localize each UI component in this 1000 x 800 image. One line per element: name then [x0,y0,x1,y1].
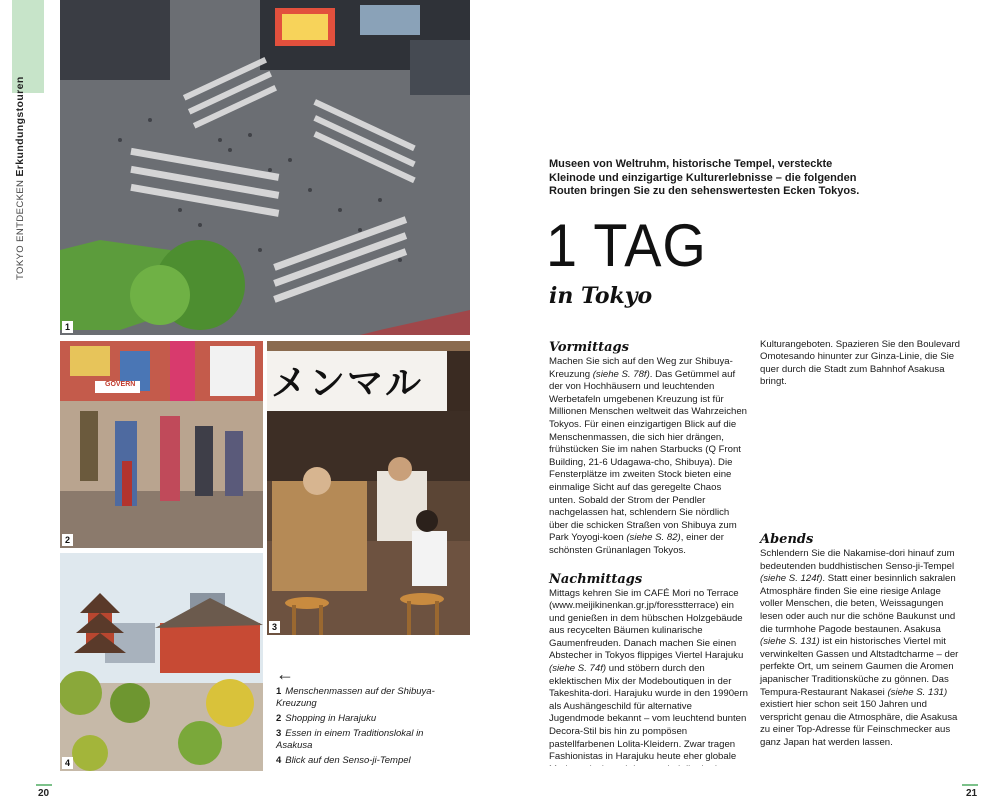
caption-item: 1 Menschenmassen auf der Shibuya-Kreuzung [276,686,435,709]
caption-item: 3 Essen in einem Traditionslokal in Asakusa [276,728,424,751]
section-heading-evening: Abends [760,532,814,547]
page-number-right: 21 [966,788,978,799]
section-body-morning: Machen Sie sich auf den Weg zur Shibuya-Kreuzung (siehe S. 78f). Das Getümmel auf der von Hochhäusern und leuchtenden Werbetafeln umgebenen Kreuzung ist für Millionen Menschen weltweit das Wahrzeichen Tokyos. Für einen einzigartigen Blick auf die Menschenmassen, die sich hier drängen, frühstücken Sie im nahen Starbucks (Q Front Building, 21-6 Udagawa-cho, Shibuya). Die Fensterplätze im zweiten Stock bieten eine einmalige Sicht auf das geregelte Chaos unten. Sobald der Strom der Pendler nachgelassen hat, schlendern Sie nördlich über die schicken Straßen von Shibuya zum Park Yoyogi-koen (siehe S. 82), einer der schönsten Grünanlagen Tokyos. [549,356,748,556]
noren-banner-text: メンマル [271,363,424,404]
section-heading-morning: Vormittags [549,340,629,355]
text-column-right [760,340,960,750]
page-number-tick [36,784,52,786]
photo-asakusa-restaurant [267,341,470,635]
photo-number: 2 [62,534,73,546]
page-subtitle: in Tokyo [549,283,653,309]
text-column-left [549,340,749,766]
arrow-left-icon: ← [276,664,294,684]
page-title: 1 TAG [546,212,707,279]
section-label: Erkundungstouren [14,76,26,177]
shop-sign-text: GOVERN [105,381,136,388]
photo-captions [276,686,441,770]
section-body-evening: Schlendern Sie die Nakamise-dori hinauf zum bedeutenden buddhistischen Senso-ji-Tempel (siehe S. 124f). Statt einer besinnlich sakralen Atmosphäre finden Sie eine riesige Anlage voller Menschen, die beten, Weissagungen lesen oder auch nur die schöne Baukunst und die turmhohe Pagode bestaunen. Asakusa (siehe S. 131) ist ein historisches Viertel mit verwinkelten Gassen und Altstadtcharme – der perfekte Ort, um seinem Gaumen die Aromen japanischer Traditionsküche zu gönnen. Das Tempura-Restaurant Nakasei (siehe S. 131) existiert hier schon seit 150 Jahren und verspricht genau die Atmosphäre, die Asakusa zu einer Top-Adresse für Feinschmecker aus ganz Japan hat werden lassen. [760,548,959,748]
photo-number: 3 [269,621,280,633]
page-number-left: 20 [38,788,50,799]
photo-shibuya-crossing [60,0,470,335]
photo-harajuku-shopping [60,341,263,548]
caption-item: 2 Shopping in Harajuku [276,713,377,724]
caption-item: 4 Blick auf den Senso-ji-Tempel [276,755,411,766]
photo-sensoji-temple [60,553,263,771]
intro-text: Museen von Weltruhm, historische Tempel, versteckte Kleinode und einzigartige Kulturerlebnisse – die folgenden Routen bringen Sie zu den sehenswertesten Ecken Tokyos. [549,158,860,197]
photo-number: 1 [62,321,73,333]
chapter-label: TOKYO ENTDECKEN [15,179,26,280]
photo-number: 4 [62,757,73,769]
section-body-afternoon: Mittags kehren Sie im CAFÉ Mori no Terrace (www.meijikinenkan.gr.jp/foresstterrace) ein und genießen in dem hübschen Holzgebäude aus recycelten Bäumen kulinarische Gaumenfreuden. Danach machen Sie einen Abstecher in Tokyos flippiges Viertel Harajuku (siehe S. 74f) und stöbern durch den eklektischen Mix der Modeboutiquen in der Takeshita-dori. Harajuku wurde in den 1990ern als Aushängeschild für alternative Jugendmode bekannt – vom leuchtend bunten Decora-Stil bis hin zu pompösen pastellfarbenen Lolita-Kleidern. Zwar tragen Fashionistas in Harajuku heute eher globale [549,587,748,763]
section-heading-afternoon: Nachmittags [549,571,643,587]
chapter-side-label [14,76,26,280]
section-body-afternoon-continued: Kulturangeboten. Spazieren Sie den Boulevard Omotesando hinunter zur Ginza-Linie, die Sie quer durch die Stadt zum Bahnhof Asakusa bringt. [760,340,960,388]
page-number-tick [962,784,978,786]
